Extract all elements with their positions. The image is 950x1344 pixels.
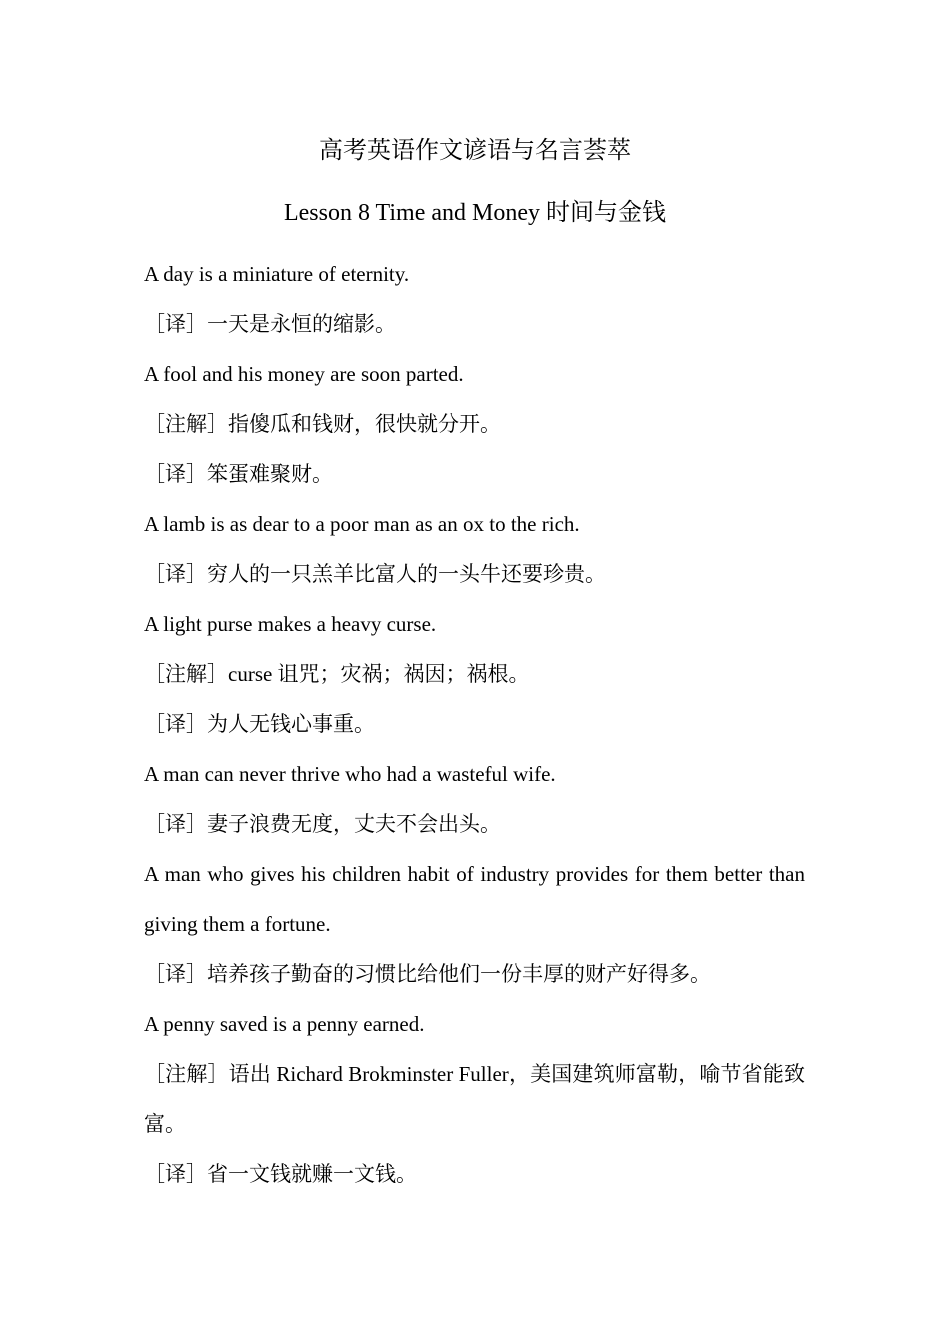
translation-line: ［译］为人无钱心事重。	[144, 712, 375, 736]
proverb-line: A lamb is as dear to a poor man as an ox to the rich.	[144, 512, 580, 536]
proverb-line: A man can never thrive who had a wasteful wife.	[144, 762, 556, 786]
proverb-line: A penny saved is a penny earned.	[144, 1012, 425, 1036]
translation-line: ［译］一天是永恒的缩影。	[144, 312, 396, 336]
annotation-line: ［注解］指傻瓜和钱财，很快就分开。	[144, 412, 501, 436]
proverb-paragraph: A man who gives his children habit of industry provides for them better than giving them a fortune.	[144, 862, 805, 936]
proverb-line: A day is a miniature of eternity.	[144, 262, 410, 286]
translation-line: ［译］笨蛋难聚财。	[144, 462, 333, 486]
translation-line: ［译］省一文钱就赚一文钱。	[144, 1162, 417, 1186]
proverb-line: A light purse makes a heavy curse.	[144, 612, 437, 636]
translation-line: ［译］妻子浪费无度，丈夫不会出头。	[144, 812, 501, 836]
lesson-title: Lesson 8 Time and Money 时间与金钱	[283, 200, 666, 226]
translation-line: ［译］穷人的一只羔羊比富人的一头牛还要珍贵。	[144, 562, 606, 586]
document-body	[144, 258, 805, 1208]
translation-line: ［译］培养孩子勤奋的习惯比给他们一份丰厚的财产好得多。	[144, 962, 711, 986]
annotation-paragraph: ［注解］语出 Richard Brokminster Fuller，美国建筑师富勒，喻节省能致富。	[144, 1062, 805, 1136]
document-title: 高考英语作文谚语与名言荟萃	[319, 138, 631, 164]
proverb-line: A fool and his money are soon parted.	[144, 362, 464, 386]
annotation-line: ［注解］curse 诅咒；灾祸；祸因；祸根。	[144, 662, 530, 686]
